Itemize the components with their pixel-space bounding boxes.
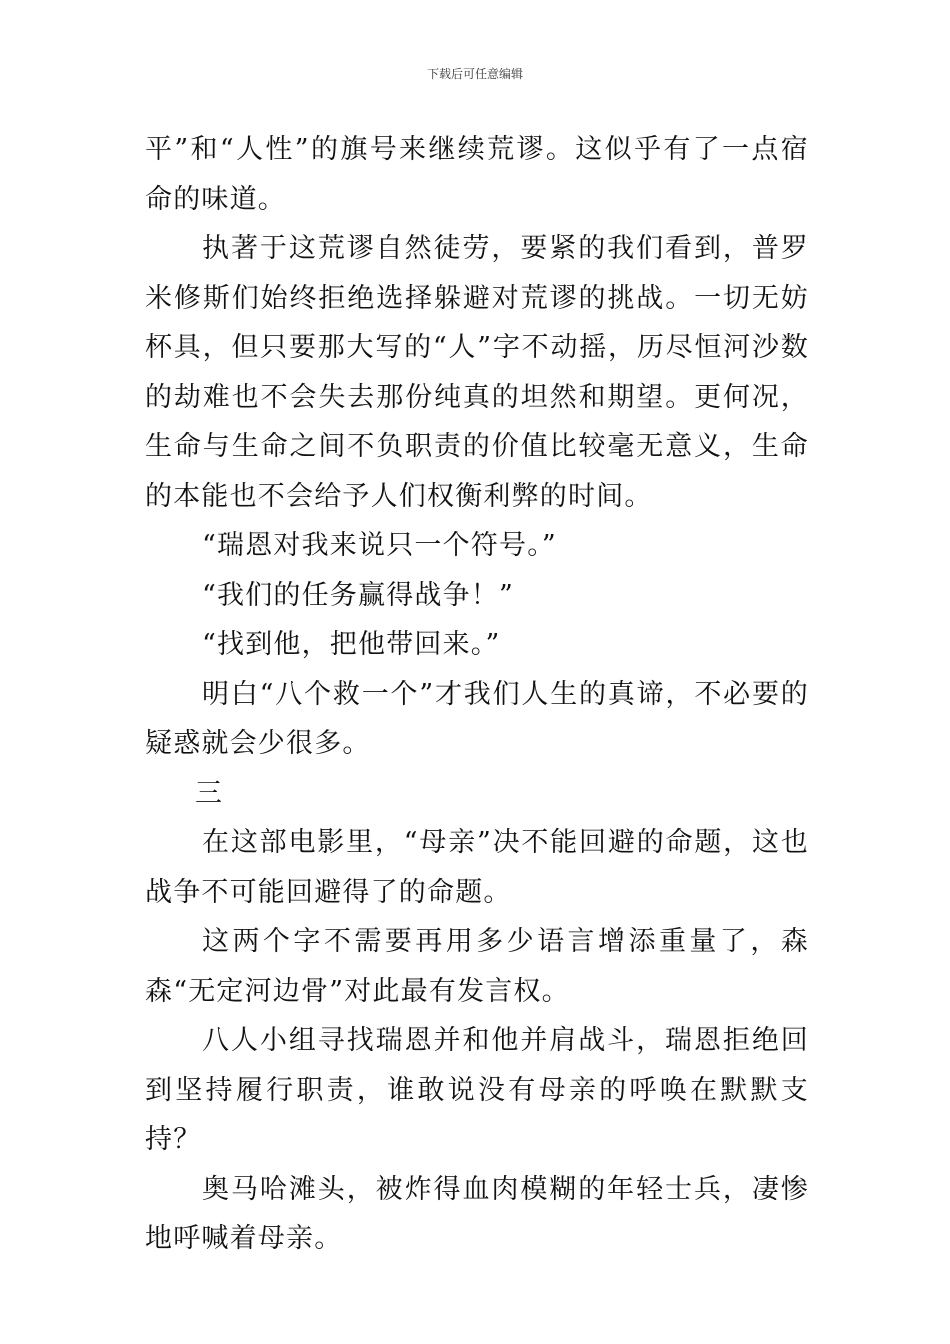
document-body: [145, 125, 809, 1264]
paragraph: 八人小组寻找瑞恩并和他并肩战斗，瑞恩拒绝回到坚持履行职责，谁敢说没有母亲的呼唤在默默支持？: [145, 1025, 809, 1155]
paragraph: 这两个字不需要再用多少语言增添重量了，森森“无定河边骨”对此最有发言权。: [145, 926, 809, 1007]
paragraph: 执著于这荒谬自然徒劳，要紧的我们看到，普罗米修斯们始终拒绝选择躲避对荒谬的挑战。一切无妨杯具，但只要那大写的“人”字不动摇，历尽恒河沙数的劫难也不会失去那份纯真的坦然和期望。更何况，生命与生命之间不负职责的价值比较毫无意义，生命的本能也不会给予人们权衡利弊的时间。: [145, 233, 809, 512]
dialogue-line: “瑞恩对我来说只一个符号。”: [202, 530, 557, 561]
dialogue-line: “我们的任务赢得战争！”: [202, 579, 515, 611]
paragraph: 平”和“人性”的旗号来继续荒谬。这似乎有了一点宿命的味道。: [145, 134, 809, 215]
paragraph: 奥马哈滩头，被炸得血肉模糊的年轻士兵，凄惨地呼喊着母亲。: [145, 1173, 809, 1254]
page-header: 下载后可任意编辑: [426, 67, 523, 81]
section-heading: 三: [195, 777, 224, 809]
paragraph: 在这部电影里，“母亲”决不能回避的命题，这也战争不可能回避得了的命题。: [145, 827, 809, 908]
paragraph: 明白“八个救一个”才我们人生的真谛，不必要的疑惑就会少很多。: [145, 678, 809, 759]
dialogue-line: “找到他，把他带回来。”: [202, 629, 501, 660]
